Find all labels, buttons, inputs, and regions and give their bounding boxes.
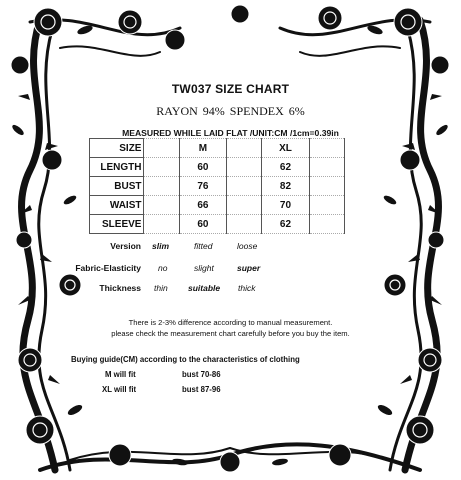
table-header-row (90, 139, 345, 158)
attribute-option: thin (154, 283, 168, 293)
cell-xl: 82 (262, 177, 309, 196)
table-row (90, 196, 345, 215)
buying-guide-title: Buying guide(CM) according to the characteristics of clothing (71, 355, 300, 364)
measurement-note: MEASURED WHILE LAID FLAT /UNIT:CM /1cm=0.39in (122, 128, 339, 138)
row-label: LENGTH (90, 158, 144, 177)
attribute-option: loose (237, 241, 258, 251)
cell-m: 60 (179, 158, 226, 177)
attribute-label: Fabric-Elasticity (75, 263, 141, 273)
attribute-row-thickness (0, 283, 461, 297)
cell-m: 60 (179, 215, 226, 234)
header-xl: XL (262, 139, 309, 158)
measurement-difference-note: There is 2-3% difference according to manual measurement. (128, 318, 333, 327)
attribute-row-version (0, 241, 461, 255)
attribute-row-fabric-elasticity (0, 263, 461, 277)
cell-xl: 62 (262, 158, 309, 177)
cell-m: 76 (179, 177, 226, 196)
row-label: BUST (90, 177, 144, 196)
attribute-label: Version (110, 241, 141, 251)
cell-xl: 70 (262, 196, 309, 215)
row-label: WAIST (90, 196, 144, 215)
chart-title: TW037 SIZE CHART (171, 82, 290, 96)
guide-range: bust 87-96 (182, 385, 221, 394)
guide-range: bust 70-86 (182, 370, 221, 379)
material-composition: RAYON 94% SPENDEX 6% (156, 104, 305, 118)
attribute-label: Thickness (99, 283, 141, 293)
attribute-option: suitable (188, 283, 221, 293)
cell-m: 66 (179, 196, 226, 215)
attribute-option: slim (152, 241, 170, 251)
attribute-option: super (237, 263, 261, 273)
row-label: SLEEVE (90, 215, 144, 234)
guide-size: M will fit (105, 370, 136, 379)
attribute-option: no (158, 263, 168, 273)
attribute-option: thick (238, 283, 256, 293)
attribute-option: slight (194, 263, 214, 273)
attribute-option: fitted (194, 241, 213, 251)
header-m: M (179, 139, 226, 158)
header-label: SIZE (90, 139, 144, 158)
cell-xl: 62 (262, 215, 309, 234)
size-table (89, 138, 345, 234)
guide-size: XL will fit (102, 385, 137, 394)
table-row (90, 215, 345, 234)
table-row (90, 158, 345, 177)
table-row (90, 177, 345, 196)
check-chart-note: please check the measurement chart carefully before you buy the item. (111, 329, 350, 338)
